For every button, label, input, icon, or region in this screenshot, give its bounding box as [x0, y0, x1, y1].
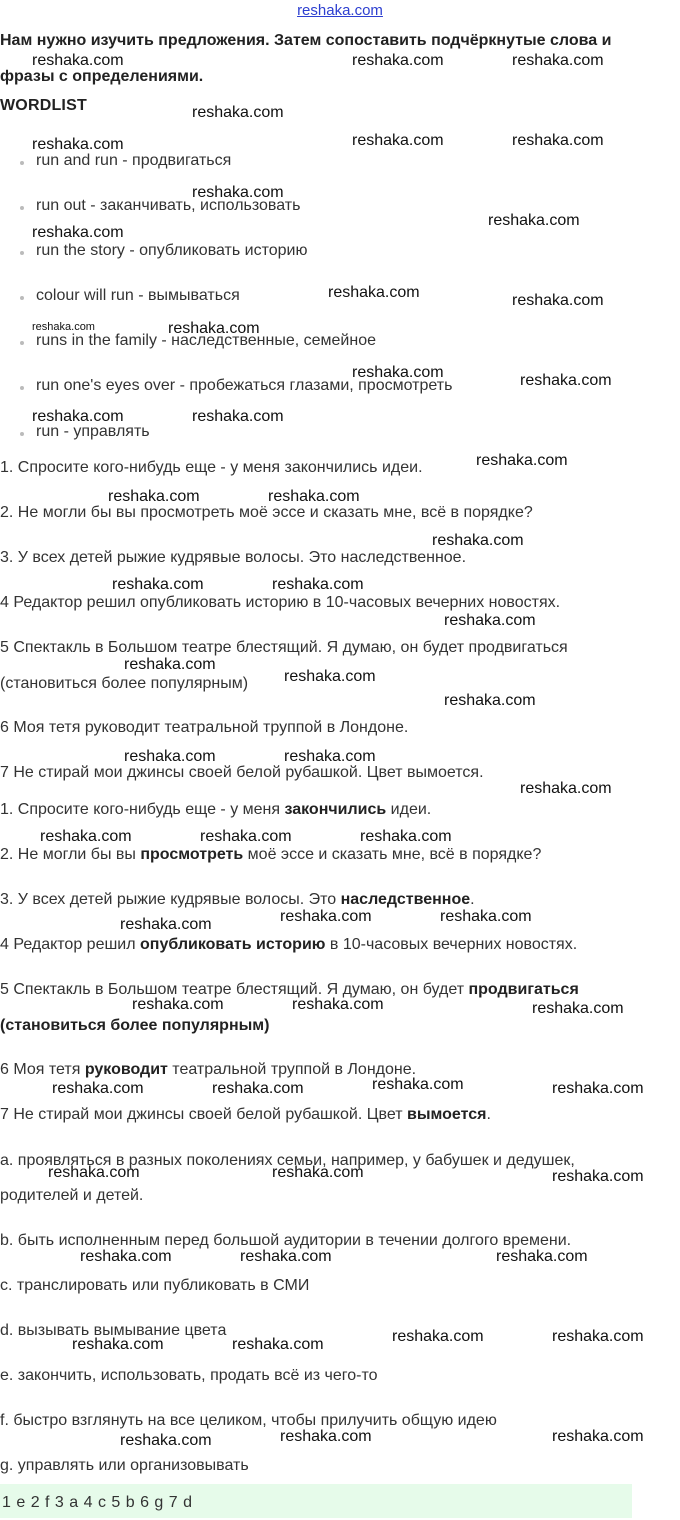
highlighted-word: вымоется [407, 1106, 487, 1123]
watermark: reshaka.com [192, 104, 284, 121]
watermark: reshaka.com [52, 1080, 144, 1097]
watermark: reshaka.com [552, 1328, 644, 1345]
watermark: reshaka.com [552, 1080, 644, 1097]
highlighted-word: просмотреть [140, 846, 244, 863]
answer-text: 1 e 2 f 3 a 4 c 5 b 6 g 7 d [2, 1494, 193, 1511]
watermark: reshaka.com [372, 1076, 464, 1093]
watermark: reshaka.com [132, 996, 224, 1013]
wordlist-item: run the story - опубликовать историю [20, 242, 291, 260]
watermark: reshaka.com [520, 372, 612, 389]
sentence-plain-3: 3. У всех детей рыжие кудрявые волосы. Это наследственное. [0, 549, 467, 566]
watermark: reshaka.com [32, 224, 124, 241]
definition-c: c. транслировать или публиковать в СМИ [0, 1277, 310, 1294]
watermark: reshaka.com [352, 132, 444, 149]
watermark: reshaka.com [48, 1164, 140, 1181]
watermark: reshaka.com [392, 1328, 484, 1345]
watermark: reshaka.com [280, 908, 372, 925]
definition-a: a. проявляться в разных поколениях семьи, например, у бабушек и дедушек, [0, 1152, 575, 1169]
watermark: reshaka.com [72, 1336, 164, 1353]
watermark: reshaka.com [352, 364, 444, 381]
watermark: reshaka.com [520, 780, 612, 797]
wordlist-item: run one's eyes over - пробежаться глазами, просмотреть [20, 377, 436, 395]
watermark: reshaka.com [168, 320, 260, 337]
highlighted-word: продвигаться [468, 981, 579, 998]
highlighted-word: руководит [84, 1061, 168, 1078]
watermark: reshaka.com [328, 284, 420, 301]
definition-g: g. управлять или организовывать [0, 1457, 249, 1474]
wordlist-item: colour will run - вымываться [20, 287, 224, 305]
wordlist-item: runs in the family - наследственные, семейное [20, 332, 360, 350]
watermark: reshaka.com [512, 52, 604, 69]
sentence-plain-5-cont: (становиться более популярным) [0, 675, 249, 692]
watermark: reshaka.com [192, 408, 284, 425]
watermark: reshaka.com [284, 668, 376, 685]
watermark: reshaka.com [32, 321, 95, 333]
watermark: reshaka.com [476, 452, 568, 469]
wordlist-item: run and run - продвигаться [20, 152, 215, 170]
watermark: reshaka.com [284, 748, 376, 765]
site-header-link[interactable]: reshaka.com [297, 2, 383, 19]
definition-d: d. вызывать вымывание цвета [0, 1322, 227, 1339]
sentence-plain-2: 2. Не могли бы вы просмотреть моё эссе и сказать мне, всё в порядке? [0, 504, 533, 521]
definition-a-cont: родителей и детей. [0, 1187, 144, 1204]
definition-f: f. быстро взглянуть на все целиком, чтобы прилучить общую идею [0, 1412, 497, 1429]
watermark: reshaka.com [444, 612, 536, 629]
watermark: reshaka.com [532, 1000, 624, 1017]
watermark: reshaka.com [552, 1428, 644, 1445]
watermark: reshaka.com [352, 52, 444, 69]
sentence-bold-5-cont [0, 1017, 269, 1035]
intro-line-1: Нам нужно изучить предложения. Затем сопоставить подчёркнутые слова и [0, 32, 612, 49]
watermark: reshaka.com [292, 996, 384, 1013]
watermark: reshaka.com [268, 488, 360, 505]
sentence-bold-3: 3. У всех детей рыжие кудрявые волосы. Это наследственное. [0, 891, 475, 908]
wordlist-item: run out - заканчивать, использовать [20, 197, 284, 215]
watermark: reshaka.com [488, 212, 580, 229]
sentence-bold-6: 6 Моя тетя руководит театральной труппой в Лондоне. [0, 1061, 417, 1078]
watermark: reshaka.com [240, 1248, 332, 1265]
intro-line-2: фразы с определениями. [0, 68, 204, 85]
wordlist-title: WORDLIST [0, 97, 87, 114]
watermark: reshaka.com [272, 576, 364, 593]
highlighted-word: закончились [284, 801, 387, 818]
wordlist-item: run - управлять [20, 423, 134, 441]
definition-e: e. закончить, использовать, продать всё из чего-то [0, 1367, 378, 1384]
watermark: reshaka.com [272, 1164, 364, 1181]
watermark: reshaka.com [112, 576, 204, 593]
watermark: reshaka.com [32, 408, 124, 425]
sentence-bold-1: 1. Спросите кого-нибудь еще - у меня закончились идеи. [0, 801, 432, 818]
watermark: reshaka.com [552, 1168, 644, 1185]
watermark: reshaka.com [120, 916, 212, 933]
watermark: reshaka.com [444, 692, 536, 709]
sentence-bold-2: 2. Не могли бы вы просмотреть моё эссе и сказать мне, всё в порядке? [0, 846, 542, 863]
watermark: reshaka.com [120, 1432, 212, 1449]
watermark: reshaka.com [432, 532, 524, 549]
watermark: reshaka.com [80, 1248, 172, 1265]
sentence-bold-4: 4 Редактор решил опубликовать историю в 10-часовых вечерних новостях. [0, 936, 578, 953]
watermark: reshaka.com [32, 52, 124, 69]
sentence-plain-4: 4 Редактор решил опубликовать историю в 10-часовых вечерних новостях. [0, 594, 561, 611]
watermark: reshaka.com [108, 488, 200, 505]
watermark: reshaka.com [496, 1248, 588, 1265]
watermark: reshaka.com [440, 908, 532, 925]
sentence-plain-1: 1. Спросите кого-нибудь еще - у меня закончились идеи. [0, 459, 423, 476]
sentence-bold-5: 5 Спектакль в Большом театре блестящий. Я думаю, он будет продвигаться [0, 981, 579, 998]
watermark: reshaka.com [512, 132, 604, 149]
watermark: reshaka.com [232, 1336, 324, 1353]
watermark: reshaka.com [512, 292, 604, 309]
sentence-bold-7: 7 Не стирай мои джинсы своей белой рубашкой. Цвет вымоется. [0, 1106, 491, 1123]
highlighted-word: (становиться более популярным) [0, 1017, 270, 1034]
sentence-plain-6: 6 Моя тетя руководит театральной труппой в Лондоне. [0, 719, 409, 736]
watermark: reshaka.com [124, 748, 216, 765]
definition-b: b. быть исполненным перед большой аудитории в течении долгого времени. [0, 1232, 572, 1249]
watermark: reshaka.com [124, 656, 216, 673]
watermark: reshaka.com [40, 828, 132, 845]
watermark: reshaka.com [360, 828, 452, 845]
watermark: reshaka.com [280, 1428, 372, 1445]
watermark: reshaka.com [212, 1080, 304, 1097]
watermark: reshaka.com [192, 184, 284, 201]
highlighted-word: наследственное [340, 891, 471, 908]
watermark: reshaka.com [32, 136, 124, 153]
highlighted-word: опубликовать историю [140, 936, 326, 953]
sentence-plain-5: 5 Спектакль в Большом театре блестящий. Я думаю, он будет продвигаться [0, 639, 568, 656]
sentence-plain-7: 7 Не стирай мои джинсы своей белой рубашкой. Цвет вымоется. [0, 764, 484, 781]
watermark: reshaka.com [200, 828, 292, 845]
